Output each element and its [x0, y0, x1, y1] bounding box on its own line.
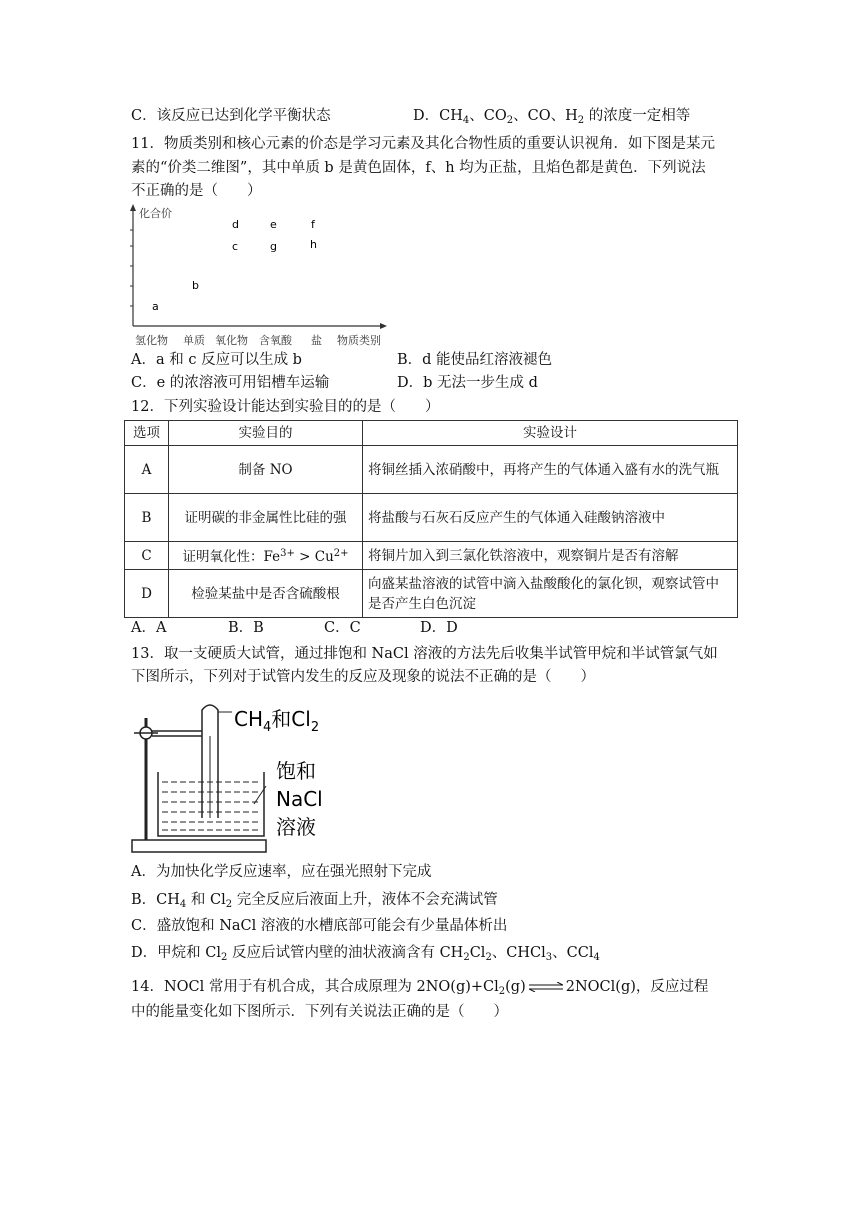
table-row: [125, 494, 738, 542]
q12-answer-d: D．D: [420, 620, 458, 636]
point-d: d: [232, 218, 239, 231]
gas-label-and: 和: [271, 707, 292, 731]
row-purpose: 证明碳的非金属性比硅的强: [169, 494, 363, 542]
point-g: g: [270, 240, 277, 253]
point-e: e: [270, 218, 277, 231]
tick-oxyacid: 含氧酸: [259, 334, 292, 347]
table-row: [125, 446, 738, 494]
q11-option-c: C．e 的浓溶液可用铝槽车运输: [131, 375, 330, 391]
header-design: 实验设计: [363, 421, 738, 446]
tick-salt: 盐: [311, 334, 322, 347]
q11-stem-line1: 11．物质类别和核心元素的价态是学习元素及其化合物性质的重要认识视角．如下图是某元: [131, 136, 715, 152]
point-h: h: [310, 238, 317, 251]
q11-option-d: D．b 无法一步生成 d: [397, 375, 538, 391]
table-header-row: [125, 421, 738, 446]
point-c: c: [232, 240, 239, 253]
row-design: 将盐酸与石灰石反应产生的气体通入硅酸钠溶液中: [363, 494, 738, 542]
q11-option-a: A．a 和 c 反应可以生成 b: [131, 352, 302, 368]
row-option: A: [125, 446, 169, 494]
row-option: D: [125, 570, 169, 618]
point-f: f: [311, 218, 315, 231]
q11-option-b: B．d 能使品红溶液褪色: [397, 352, 553, 368]
q13-stem-line2: 下图所示，下列对于试管内发生的反应及现象的说法不正确的是（ ）: [131, 669, 595, 685]
q14-stem-line2: 中的能量变化如下图所示．下列有关说法正确的是（ ）: [131, 1004, 508, 1020]
chart-xlabel: 物质类别: [337, 334, 381, 347]
experiment-table: [124, 420, 738, 618]
q11-stem-line3: 不正确的是（ ）: [131, 183, 262, 199]
row-option: C: [125, 542, 169, 570]
row-purpose: 证明氧化性：$Fe^{3+} > Cu^{2+}$: [169, 542, 363, 570]
solution-label-1: 饱和: [276, 759, 316, 783]
chart-ylabel: 化合价: [139, 207, 172, 220]
svg-text:CH4和Cl2: $CH_4$和$Cl_2$: [234, 707, 320, 735]
q12-stem: 12．下列实验设计能达到实验目的的是（ ）: [131, 399, 440, 415]
row-design: 向盛某盐溶液的试管中滴入盐酸酸化的氯化钡，观察试管中是否产生白色沉淀: [363, 570, 738, 618]
row-design: 将铜片加入到三氯化铁溶液中，观察铜片是否有溶解: [363, 542, 738, 570]
q10-option-d: D．$CH_4$、$CO_2$、CO、$H_2$ 的浓度一定相等: [413, 108, 691, 126]
row-purpose: 检验某盐中是否含硫酸根: [169, 570, 363, 618]
tick-element: 单质: [183, 334, 205, 347]
solution-label-3: 溶液: [276, 815, 316, 839]
header-option: 选项: [125, 421, 169, 446]
table-row: [125, 542, 738, 570]
point-a: a: [152, 300, 159, 313]
q13-option-b: B．$CH_4$ 和 $Cl_2$ 完全反应后液面上升，液体不会充满试管: [131, 892, 498, 910]
q12-answer-c: C．C: [324, 620, 361, 636]
tick-hydride: 氢化物: [135, 334, 168, 347]
q11-stem-line2: 素的“价类二维图”，其中单质 b 是黄色固体，f、h 均为正盐，且焰色都是黄色．下列说法: [131, 160, 706, 176]
q12-answer-b: B．B: [228, 620, 264, 636]
tick-oxide: 氧化物: [215, 334, 248, 347]
row-design: 将铜丝插入浓硝酸中，再将产生的气体通入盛有水的洗气瓶: [363, 446, 738, 494]
solution-label-2: NaCl: [276, 787, 323, 811]
q13-option-d: D．甲烷和 $Cl_2$ 反应后试管内壁的油状液滴含有 $CH_2Cl_2$、CHCl$_3$、CCl$_4$: [131, 945, 600, 963]
q13-option-a: A．为加快化学反应速率，应在强光照射下完成: [131, 864, 432, 880]
row-purpose: 制备 NO: [169, 446, 363, 494]
q10-option-c: C．该反应已达到化学平衡状态: [131, 108, 331, 124]
q13-stem-line1: 13．取一支硬质大试管，通过排饱和 NaCl 溶液的方法先后收集半试管甲烷和半试管氯气如: [131, 646, 718, 662]
point-b: b: [192, 279, 199, 292]
q13-option-c: C．盛放饱和 NaCl 溶液的水槽底部可能会有少量晶体析出: [131, 918, 508, 934]
table-row: [125, 570, 738, 618]
q12-answer-a: A．A: [131, 620, 167, 636]
row-option: B: [125, 494, 169, 542]
apparatus-figure: [126, 690, 346, 860]
header-purpose: 实验目的: [169, 421, 363, 446]
q14-stem-line1: 14．NOCl 常用于有机合成，其合成原理为 $2NO(g)+Cl_2(g)$ 2NOCl(g)，反应过程: [131, 979, 709, 997]
valence-class-chart: [125, 202, 395, 352]
